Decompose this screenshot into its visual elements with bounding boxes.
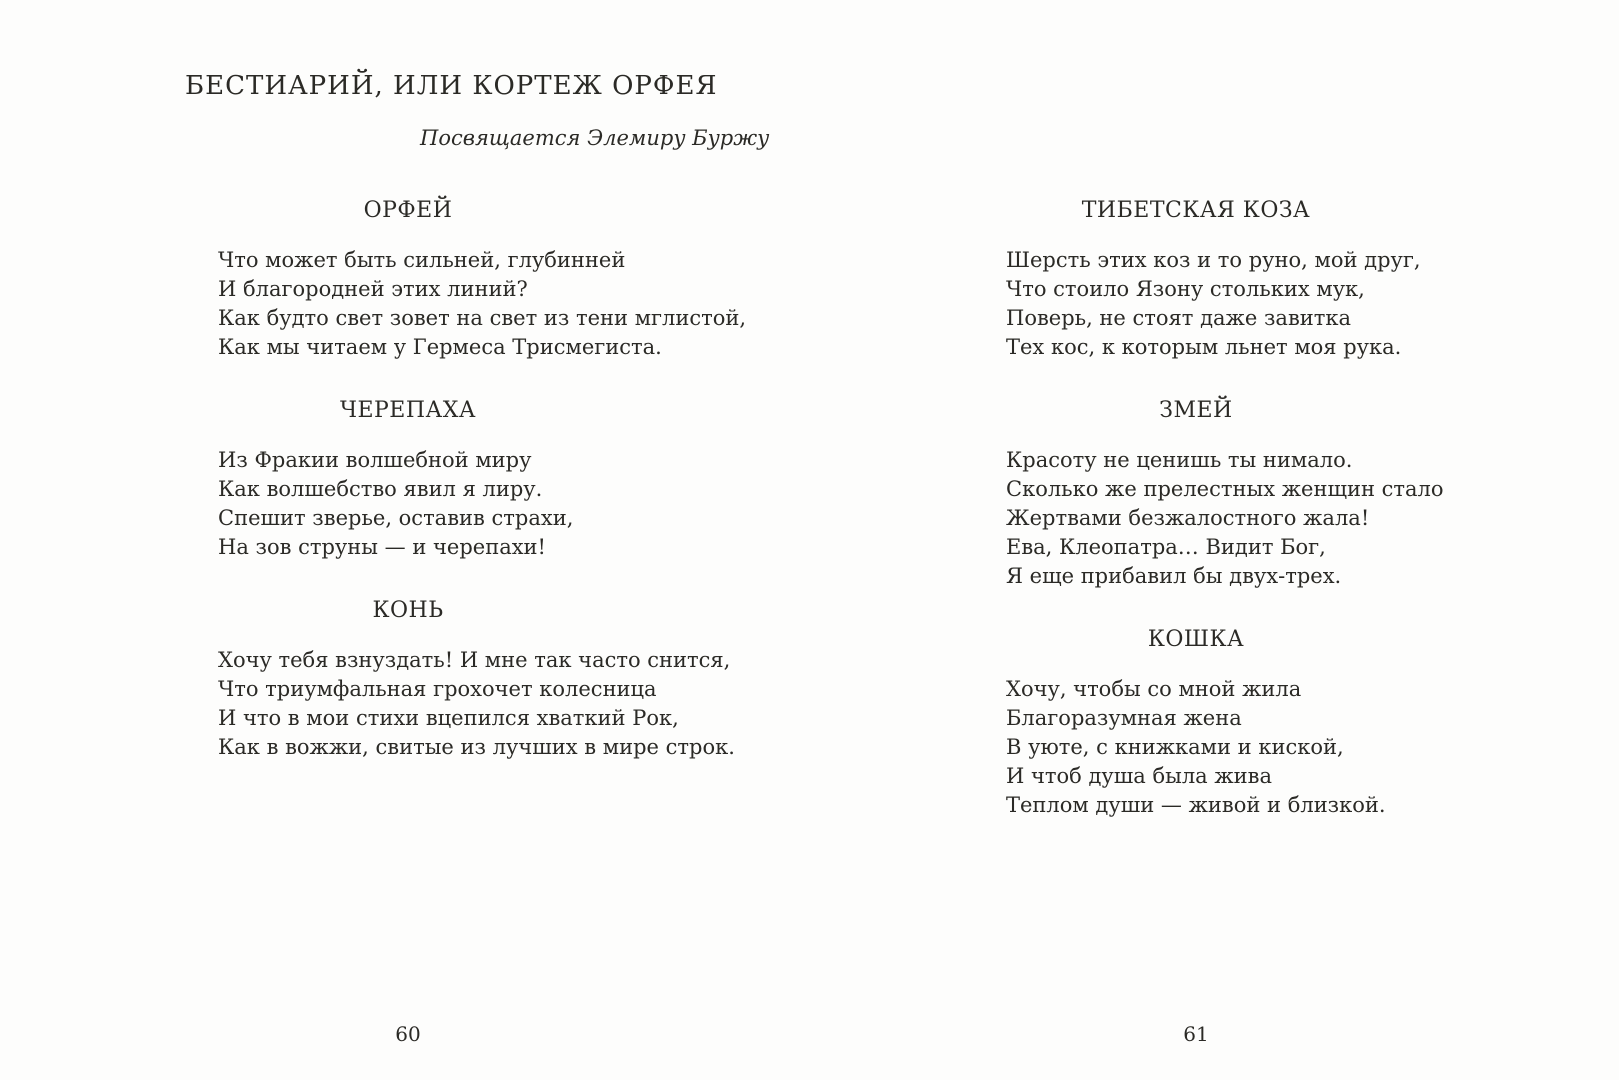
poem-serpent <box>1006 397 1444 591</box>
poem-heading: КОШКА <box>1147 627 1245 652</box>
book-title: БЕСТИАРИЙ, ИЛИ КОРТЕЖ ОРФЕЯ <box>185 71 718 101</box>
poem-line: Жертвами безжалостного жала! <box>1006 506 1370 530</box>
poem-line: Красоту не ценишь ты нимало. <box>1006 448 1353 472</box>
page-number-left: 60 <box>395 1022 421 1046</box>
poem-line: Что может быть сильней, глубинней <box>218 248 626 272</box>
poem-line: И чтоб душа была жива <box>1006 764 1273 788</box>
poem-line: В уюте, с книжками и киской, <box>1006 735 1344 759</box>
poem-orpheus <box>218 197 747 362</box>
poem-line: Теплом души — живой и близкой. <box>1006 793 1386 817</box>
poem-cat <box>1006 626 1386 820</box>
poem-line: Спешит зверье, оставив страхи, <box>218 506 574 530</box>
poem-line: Я еще прибавил бы двух-трех. <box>1006 564 1342 588</box>
poem-line: Тех кос, к которым льнет моя рука. <box>1006 335 1402 359</box>
poem-line: И что в мои стихи вцепился хваткий Рок, <box>218 706 679 730</box>
dedication: Посвящается Элемиру Буржу <box>420 126 770 150</box>
poem-heading: КОНЬ <box>372 598 444 623</box>
poem-turtle <box>218 397 598 562</box>
poem-line: На зов струны — и черепахи! <box>218 535 546 559</box>
poem-heading: ОРФЕЙ <box>363 198 453 223</box>
poem-line: Шерсть этих коз и то руно, мой друг, <box>1006 248 1421 272</box>
poem-line: Хочу, чтобы со мной жила <box>1006 677 1302 701</box>
poem-line: Сколько же прелестных женщин стало <box>1006 477 1444 501</box>
poem-line: И благородней этих линий? <box>218 277 528 301</box>
page-number-right: 61 <box>1183 1022 1209 1046</box>
poem-heading: ТИБЕТСКАЯ КОЗА <box>1081 198 1311 223</box>
poem-heading: ЧЕРЕПАХА <box>339 398 477 423</box>
poem-line: Как будто свет зовет на свет из тени мглистой, <box>218 306 747 330</box>
poem-tibetan-goat <box>1006 197 1421 362</box>
poem-line: Поверь, не стоят даже завитка <box>1006 306 1352 330</box>
poem-horse <box>218 597 735 762</box>
poem-heading: ЗМЕЙ <box>1159 398 1233 423</box>
poem-line: Хочу тебя взнуздать! И мне так часто снится, <box>218 648 731 672</box>
poem-line: Из Фракии волшебной миру <box>218 448 532 472</box>
poem-line: Как волшебство явил я лиру. <box>218 477 543 501</box>
poem-line: Как в вожжи, свитые из лучших в мире строк. <box>218 735 735 759</box>
poem-line: Благоразумная жена <box>1006 706 1242 730</box>
poem-line: Ева, Клеопатра… Видит Бог, <box>1006 535 1326 559</box>
poem-line: Что стоило Язону стольких мук, <box>1006 277 1365 301</box>
poem-line: Что триумфальная грохочет колесница <box>218 677 657 701</box>
poem-line: Как мы читаем у Гермеса Трисмегиста. <box>218 335 662 359</box>
